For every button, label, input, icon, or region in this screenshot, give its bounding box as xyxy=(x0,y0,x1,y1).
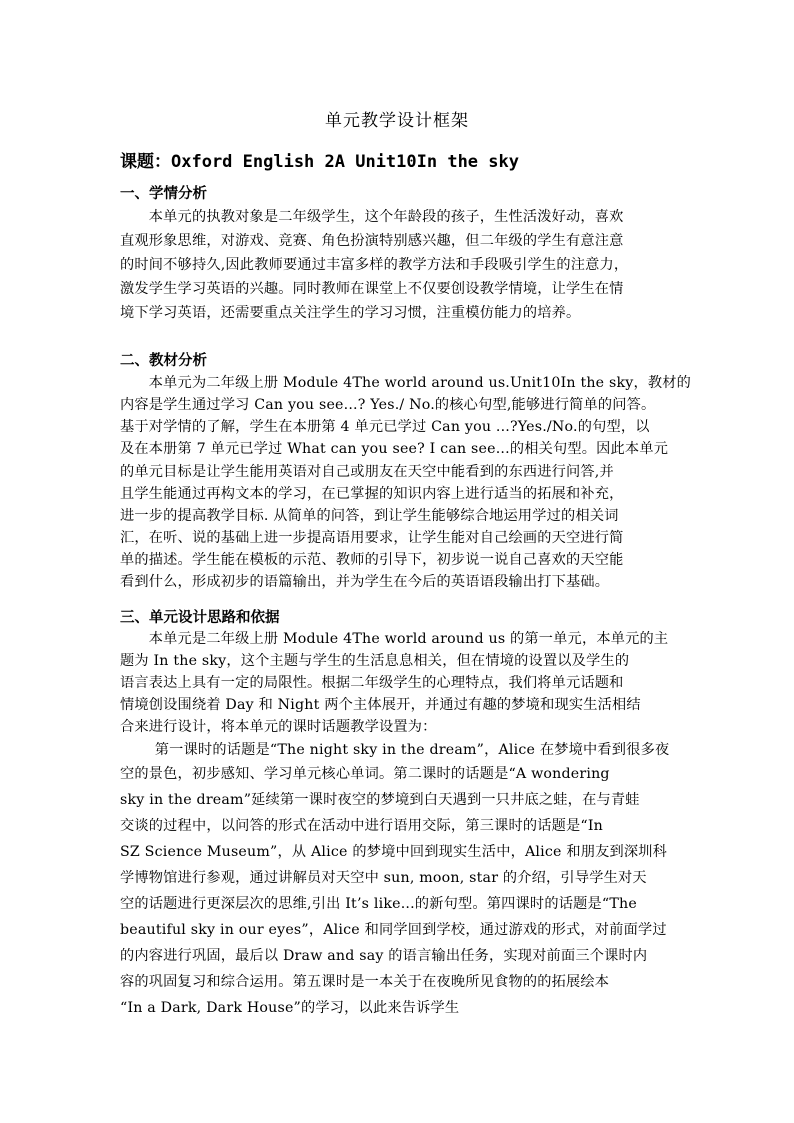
section-heading-unit-design: 三、单元设计思路和依据 xyxy=(120,610,280,626)
paragraph-line: “In a Dark, Dark House”的学习，以此来告诉学生 xyxy=(120,1000,460,1016)
paragraph-line: 的内容进行巩固，最后以 Draw and say 的语言输出任务，实现对前面三个课时内 xyxy=(120,948,648,964)
paragraph-line: 合来进行设计，将本单元的课时话题教学设置为： xyxy=(120,719,437,735)
paragraph-line: 本单元为二年级上册 Module 4The world around us.Unit10In the sky，教材的 xyxy=(120,375,692,391)
section-heading-material-analysis: 二、教材分析 xyxy=(120,353,207,369)
section-heading-learner-analysis: 一、学情分析 xyxy=(120,186,207,202)
paragraph-line: 看到什么，形成初步的语篇输出，并为学生在今后的英语语段输出打下基础。 xyxy=(120,574,610,590)
paragraph-line: 的单元目标是让学生能用英语对自己或朋友在天空中能看到的东西进行问答,并 xyxy=(120,464,614,480)
paragraph-line: 空的景色，初步感知、学习单元核心单词。第二课时的话题是“A wondering xyxy=(120,766,610,782)
paragraph-line: 空的话题进行更深层次的思维,引出 It’s like...的新句型。第四课时的话题是“The xyxy=(120,896,637,912)
paragraph-line: 激发学生学习英语的兴趣。同时教师在课堂上不仅要创设教学情境，让学生在情 xyxy=(120,281,624,297)
paragraph-line: sky in the dream”延续第一课时夜空的梦境到白天遇到一只井底之蛙，在与青蛙 xyxy=(120,792,640,808)
paragraph-line: 境下学习英语，还需要重点关注学生的学习习惯，注重模仿能力的培养。 xyxy=(120,305,581,321)
paragraph-line: 容的巩固复习和综合运用。第五课时是一本关于在夜晚所见食物的的拓展绘本 xyxy=(120,974,610,990)
paragraph-line: 情境创设围绕着 Day 和 Night 两个主体展开，并通过有趣的梦境和现实生活相结 xyxy=(120,697,641,713)
paragraph-line: 汇，在听、说的基础上进一步提高语用要求，让学生能对自己绘画的天空进行简 xyxy=(120,530,624,546)
paragraph-line: 语言表达上具有一定的局限性。根据二年级学生的心理特点，我们将单元话题和 xyxy=(120,675,624,691)
paragraph-line: 交谈的过程中，以问答的形式在活动中进行语用交际，第三课时的话题是“In xyxy=(120,818,603,834)
paragraph-line: 题为 In the sky，这个主题与学生的生活息息相关，但在情境的设置以及学生的 xyxy=(120,653,630,669)
paragraph-line: 直观形象思维，对游戏、竞赛、角色扮演特别感兴趣，但二年级的学生有意注意 xyxy=(120,233,624,249)
paragraph-line: 学博物馆进行参观，通过讲解员对天空中 sun, moon, star 的介绍，引导学生对天 xyxy=(120,870,647,886)
paragraph-line: 单的描述。学生能在模板的示范、教师的引导下，初步说一说自己喜欢的天空能 xyxy=(120,552,624,568)
lesson-subject: 课题：Oxford English 2A Unit10In the sky xyxy=(120,152,519,172)
paragraph-line: beautiful sky in our eyes”，Alice 和同学回到学校，通过游戏的形式，对前面学过 xyxy=(120,922,667,938)
paragraph-line: 的时间不够持久,因此教师要通过丰富多样的教学方法和手段吸引学生的注意力， xyxy=(120,257,629,273)
paragraph-line: 及在本册第 7 单元已学过 What can you see? I can see...的相关句型。因此本单元 xyxy=(120,441,669,457)
paragraph-line: 第一课时的话题是“The night sky in the dream”，Alice 在梦境中看到很多夜 xyxy=(126,742,670,758)
paragraph-line: 本单元是二年级上册 Module 4The world around us 的第一单元，本单元的主 xyxy=(120,631,669,647)
paragraph-line: SZ Science Museum”，从 Alice 的梦境中回到现实生活中，Alice 和朋友到深圳科 xyxy=(120,844,668,860)
paragraph-line: 基于对学情的了解，学生在本册第 4 单元已学过 Can you ...?Yes./No.的句型，以 xyxy=(120,419,650,435)
document-title: 单元教学设计框架 xyxy=(325,111,469,131)
paragraph-line: 本单元的执教对象是二年级学生，这个年龄段的孩子，生性活泼好动，喜欢 xyxy=(120,209,624,225)
paragraph-line: 进一步的提高教学目标. 从简单的问答，到让学生能够综合地运用学过的相关词 xyxy=(120,508,619,524)
paragraph-line: 内容是学生通过学习 Can you see...? Yes./ No.的核心句型,能够进行简单的问答。 xyxy=(120,397,656,413)
paragraph-line: 且学生能通过再构文本的学习，在已掌握的知识内容上进行适当的拓展和补充， xyxy=(120,486,624,502)
